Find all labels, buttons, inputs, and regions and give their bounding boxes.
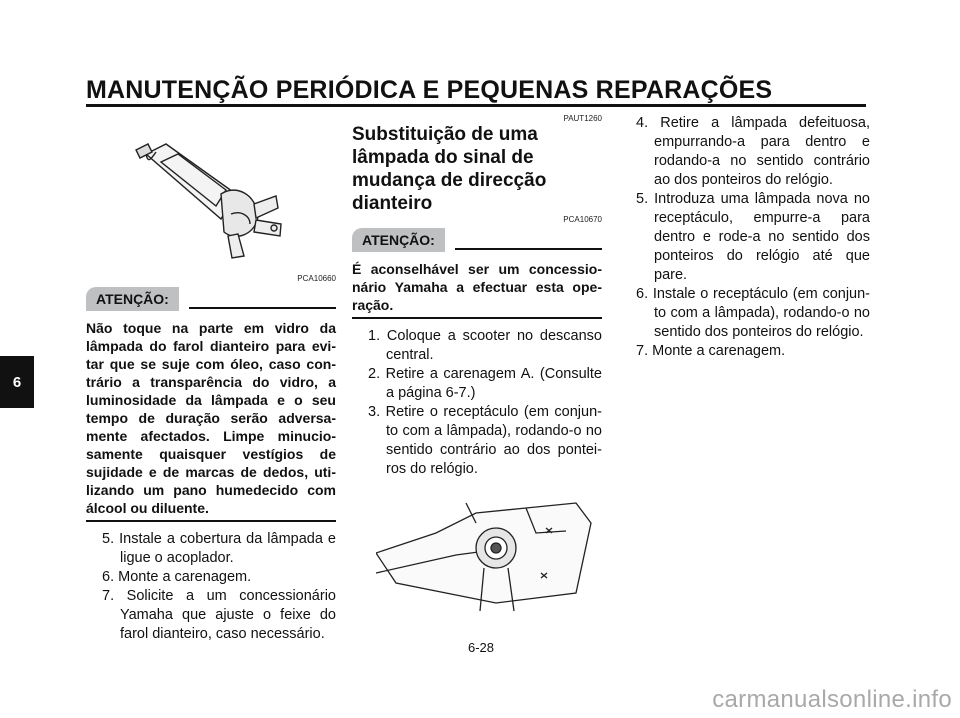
caution-code: PCA10660 <box>297 274 336 283</box>
caution-code: PCA10670 <box>563 215 602 224</box>
list-item: 4. Retire a lâmpada defeituosa, empurrando-a para dentro e rodando-a no sentido contrário ao dos ponteiros do relógio. <box>636 115 870 188</box>
column-middle <box>352 114 602 613</box>
list-item: 3. Retire o receptáculo (em conjun-to com a lâmpada), rodando-o no sentido contrário ao dos pontei-ros do relógio. <box>368 404 602 477</box>
list-item: 1. Coloque a scooter no descanso central. <box>368 328 602 363</box>
watermark: carmanualsonline.info <box>712 686 952 713</box>
page-header-title: MANUTENÇÃO PERIÓDICA E PEQUENAS REPARAÇÕES <box>86 76 773 104</box>
caution-badge: ATENÇÃO: <box>86 287 179 311</box>
header-rule <box>86 104 866 107</box>
caution-badge: ATENÇÃO: <box>352 228 445 252</box>
list-item: 6. Instale o receptáculo (em conjun-to com a lâmpada), rodando-o no sentido dos ponteiros do relógio. <box>636 286 870 340</box>
headlight-bulb-illustration <box>86 114 336 274</box>
column-left <box>86 114 336 644</box>
list-item: 2. Retire a carenagem A. (Consulte a página 6-7.) <box>368 366 602 401</box>
steps-list <box>86 530 336 644</box>
caution-end-rule <box>86 520 336 522</box>
list-item: 6. Monte a carenagem. <box>102 569 252 585</box>
steps-list <box>352 327 602 479</box>
caution-end-rule <box>352 317 602 319</box>
list-item: 5. Instale a cobertura da lâmpada e ligue o acoplador. <box>102 531 336 566</box>
list-item: 7. Solicite a um concessionário Yamaha que ajuste o feixe do farol dianteiro, caso necessário. <box>102 588 336 642</box>
section-code: PAUT1260 <box>563 114 602 123</box>
list-item: 5. Introduza uma lâmpada nova no receptáculo, empurre-a para dentro e rode-a no sentido dos ponteiros do relógio até que pare. <box>636 191 870 283</box>
caution-text: Não toque na parte em vidro da lâmpada do farol dianteiro para evi-tar que se suje com óleo, caso con-trário a transparência do vidro, a luminosidade da lâmpada e o seu tempo de duração serão adversa-mente afectados. Limpe minucio-samente quaisquer vestígios de sujidade e de marcas de dedos, uti-lizando um pano humedecido com álcool ou diluente. <box>86 320 336 516</box>
section-title: Substituição de uma lâmpada do sinal de mudança de direcção dianteiro <box>352 124 547 214</box>
caution-rule <box>455 248 602 250</box>
steps-list <box>620 114 870 361</box>
caution-text: É aconselhável ser um concessio-nário Yamaha a efectuar esta ope-ração. <box>352 261 602 313</box>
column-right <box>620 114 870 361</box>
list-item: 7. Monte a carenagem. <box>636 343 786 359</box>
turn-signal-socket-illustration <box>376 493 602 613</box>
page-number: 6-28 <box>467 640 495 655</box>
caution-header <box>86 287 336 311</box>
caution-header <box>352 228 602 252</box>
chapter-tab: 6 <box>0 356 34 408</box>
caution-rule <box>189 307 336 309</box>
